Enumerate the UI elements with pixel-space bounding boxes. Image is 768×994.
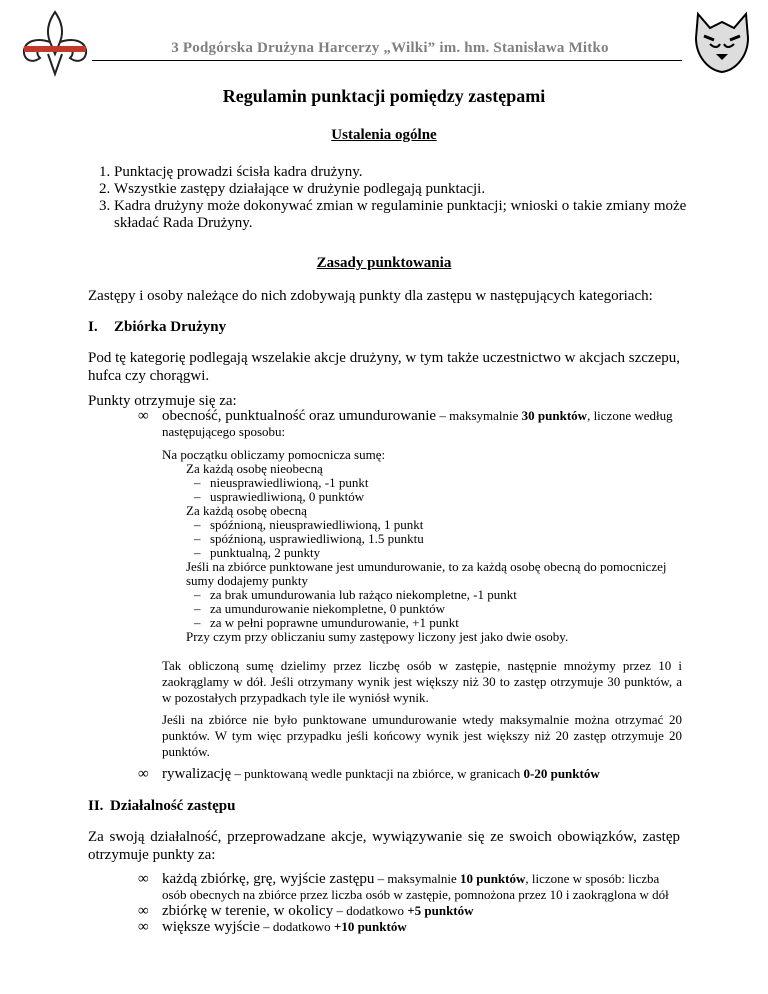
rules-intro: Zastępy i osoby należące do nich zdobywają punkty dla zastępu w następujących kategoriach: bbox=[88, 288, 653, 304]
calc-present-head: Za każdą osobę obecną bbox=[186, 503, 307, 518]
bullet-rest: – punktowaną wedle punktacji na zbiórce, w granicach bbox=[231, 766, 524, 781]
header-title: 3 Podgórska Drużyna Harcerzy „Wilki” im. hm. Stanisława Mitko bbox=[171, 40, 609, 56]
calc-item-text: za brak umundurowania lub rażąco niekompletne, -1 punkt bbox=[210, 587, 517, 602]
calc-paragraph: Tak obliczoną sumę dzielimy przez liczbę osób w zastępie, następnie mnożymy przez 10 i zaokrąglamy w dół. Jeśli otrzymany wynik jest większy niż 30 to zastęp otrzymuje 30 punktów, a w pozostałych przypadkach tyle ile wyniósł wynik. bbox=[162, 658, 682, 705]
section-2-title: Działalność zastępu bbox=[110, 798, 236, 814]
section-2-desc: Za swoją działalność, przeprowadzane akcje, wywiązywanie się ze swoich obowiązków, zastęp otrzymuje punkty za: bbox=[88, 829, 680, 863]
bullet-main: zbiórkę w terenie, w okolicy bbox=[162, 903, 334, 919]
calc-block bbox=[162, 448, 682, 644]
section-1-desc: Pod tę kategorię podlegają wszelakie akcje drużyny, w tym także uczestnictwo w akcjach szczepu, hufca czy chorągwi. bbox=[88, 350, 680, 384]
bullet-big-trip bbox=[162, 919, 682, 935]
calc-item bbox=[162, 532, 682, 546]
document-title: Regulamin punktacji pomiędzy zastępami bbox=[222, 86, 546, 106]
dash-icon: – bbox=[194, 601, 201, 616]
list-item: 2. Wszystkie zastępy działające w drużynie podlegają punktacji. bbox=[114, 181, 706, 198]
dash-icon: – bbox=[194, 531, 201, 546]
calc-intro: Na początku obliczamy pomocnicza sumę: bbox=[162, 447, 386, 462]
bullet-points: 0-20 punktów bbox=[523, 766, 600, 781]
bullet-points: +5 punktów bbox=[407, 903, 474, 918]
rules-heading: Zasady punktowania bbox=[316, 255, 452, 271]
bullet-rest: – maksymalnie bbox=[374, 871, 460, 886]
list-item: 3. Kadra drużyny może dokonywać zmian w regulaminie punktacji; wnioski o takie zmiany może składać Rada Drużyny. bbox=[114, 198, 706, 232]
general-list bbox=[88, 164, 706, 232]
points-label: Punkty otrzymuje się za: bbox=[88, 393, 237, 409]
bullet-field-meeting bbox=[162, 903, 682, 919]
bullet-rest: , liczone w sposób: liczba osób obecnych na zbiórce przez liczba osób w zastępie, pomnożona przez 10 i zaokrąglona w dół bbox=[162, 871, 669, 902]
section-1-number: I. bbox=[88, 319, 98, 335]
calc-item bbox=[162, 476, 682, 490]
dash-icon: – bbox=[194, 475, 201, 490]
scout-lily-icon bbox=[18, 8, 92, 78]
calc-item-text: punktualną, 2 punkty bbox=[210, 545, 321, 560]
calc-item-text: za umundurowanie niekompletne, 0 punktów bbox=[210, 601, 446, 616]
bullet-main: większe wyjście bbox=[162, 919, 260, 935]
bullet-main: każdą zbiórkę, grę, wyjście zastępu bbox=[162, 871, 375, 887]
calc-item bbox=[162, 616, 682, 630]
dash-icon: – bbox=[194, 587, 201, 602]
bullet-rest: – maksymalnie bbox=[436, 408, 522, 423]
bullet-attendance bbox=[162, 408, 682, 440]
dash-icon: – bbox=[194, 489, 201, 504]
bullet-icon: ∞ bbox=[138, 919, 149, 935]
bullet-icon: ∞ bbox=[138, 903, 149, 919]
section-2-number: II. bbox=[88, 798, 104, 814]
calc-item-text: usprawiedliwioną, 0 punktów bbox=[210, 489, 365, 504]
bullet-rest: – dodatkowo bbox=[333, 903, 408, 918]
calc-item bbox=[162, 490, 682, 504]
calc-uniform-head: Jeśli na zbiórce punktowane jest umundurowanie, to za każdą osobę obecną do pomocniczej sumy dodajemy punkty bbox=[186, 559, 667, 588]
uniform-paragraph: Jeśli na zbiórce nie było punktowane umundurowanie wtedy maksymalnie można otrzymać 20 punktów. W tym więc przypadku jeśli końcowy wynik jest większy niż 20 zastęp otrzymuje 20 punktów. bbox=[162, 712, 682, 759]
calc-leader-note: Przy czym przy obliczaniu sumy zastępowy liczony jest jako dwie osoby. bbox=[186, 629, 569, 644]
bullet-rest: , liczone według następującego sposobu: bbox=[162, 408, 673, 439]
bullet-main: obecność, punktualność oraz umundurowanie bbox=[162, 408, 437, 424]
calc-item-text: za w pełni poprawne umundurowanie, +1 punkt bbox=[210, 615, 459, 630]
list-item: 1. Punktację prowadzi ścisła kadra drużyny. bbox=[114, 164, 706, 181]
calc-absent-head: Za każdą osobę nieobecną bbox=[186, 461, 323, 476]
bullet-points: 30 punktów bbox=[521, 408, 588, 423]
calc-item-text: nieusprawiedliwioną, -1 punkt bbox=[210, 475, 369, 490]
bullet-meeting bbox=[162, 871, 682, 903]
dash-icon: – bbox=[194, 615, 201, 630]
bullet-rivalry bbox=[162, 766, 682, 782]
dash-icon: – bbox=[194, 545, 201, 560]
bullet-icon: ∞ bbox=[138, 766, 149, 782]
wolf-head-icon bbox=[690, 8, 754, 74]
section-1-title: Zbiórka Drużyny bbox=[114, 319, 227, 335]
header-divider bbox=[92, 60, 682, 61]
calc-item-text: spóźnioną, usprawiedliwioną, 1.5 punktu bbox=[210, 531, 424, 546]
calc-item-text: spóźnioną, nieusprawiedliwioną, 1 punkt bbox=[210, 517, 424, 532]
dash-icon: – bbox=[194, 517, 201, 532]
calc-item bbox=[162, 602, 682, 616]
bullet-points: +10 punktów bbox=[333, 919, 407, 934]
calc-item bbox=[162, 518, 682, 532]
bullet-points: 10 punktów bbox=[459, 871, 526, 886]
bullet-rest: – dodatkowo bbox=[259, 919, 334, 934]
calc-item bbox=[162, 546, 682, 560]
bullet-icon: ∞ bbox=[138, 408, 149, 424]
calc-item bbox=[162, 588, 682, 602]
bullet-icon: ∞ bbox=[138, 871, 149, 887]
bullet-main: rywalizację bbox=[162, 766, 232, 782]
general-heading: Ustalenia ogólne bbox=[331, 127, 437, 143]
